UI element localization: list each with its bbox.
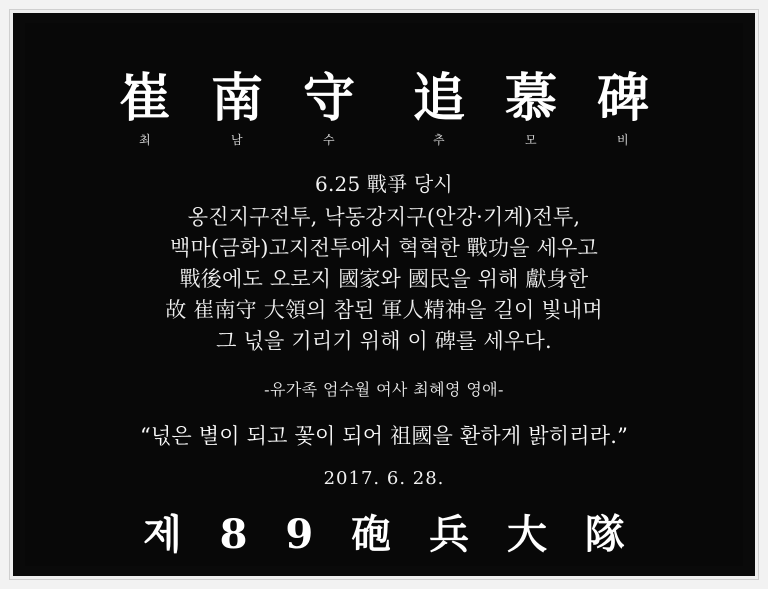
body-line: 백마(금화)고지전투에서 혁혁한 戰功을 세우고 [169,235,599,260]
title-character [191,68,283,148]
unit-name: 제 8 9 砲 兵 大 隊 [143,510,637,558]
title-character [577,68,669,148]
title-hanja: 崔 [118,68,171,129]
plaque-frame [10,10,758,579]
erection-date: 2017. 6. 28. [323,467,445,489]
body-line: 옹진지구전투, 낙동강지구(안강·기계)전투, [187,204,581,229]
body-line: 故 崔南守 大領의 참된 軍人精神을 길이 빛내며 [165,297,603,322]
title-character [393,68,485,148]
body-line: 6.25 戰爭 당시 [315,172,453,196]
family-attribution: -유가족 엄수월 여사 최혜영 영애- [264,379,504,399]
title-hangul: 남 [230,133,244,147]
title-hangul: 수 [322,133,336,147]
title-hangul: 모 [524,133,538,147]
memorial-plaque [25,23,743,566]
title-hanja: 追 [412,68,465,129]
body-line: 戰後에도 오로지 國家와 國民을 위해 獻身한 [179,266,589,291]
title-character [283,68,375,148]
title-hangul: 최 [138,133,152,147]
title-character [99,68,191,148]
plaque-title [39,68,729,148]
title-hanja: 守 [302,68,355,129]
title-hanja: 碑 [596,68,649,129]
title-hangul: 비 [616,133,630,147]
title-hanja: 慕 [504,68,557,129]
title-hangul: 추 [432,133,446,147]
title-character [485,68,577,148]
plaque-body [39,170,729,357]
memorial-quote: “넋은 별이 되고 꽃이 되어 祖國을 환하게 밝히리라.” [139,423,629,448]
title-hanja: 南 [210,68,263,129]
body-line: 그 넋을 기리기 위해 이 碑를 세우다. [216,328,552,353]
